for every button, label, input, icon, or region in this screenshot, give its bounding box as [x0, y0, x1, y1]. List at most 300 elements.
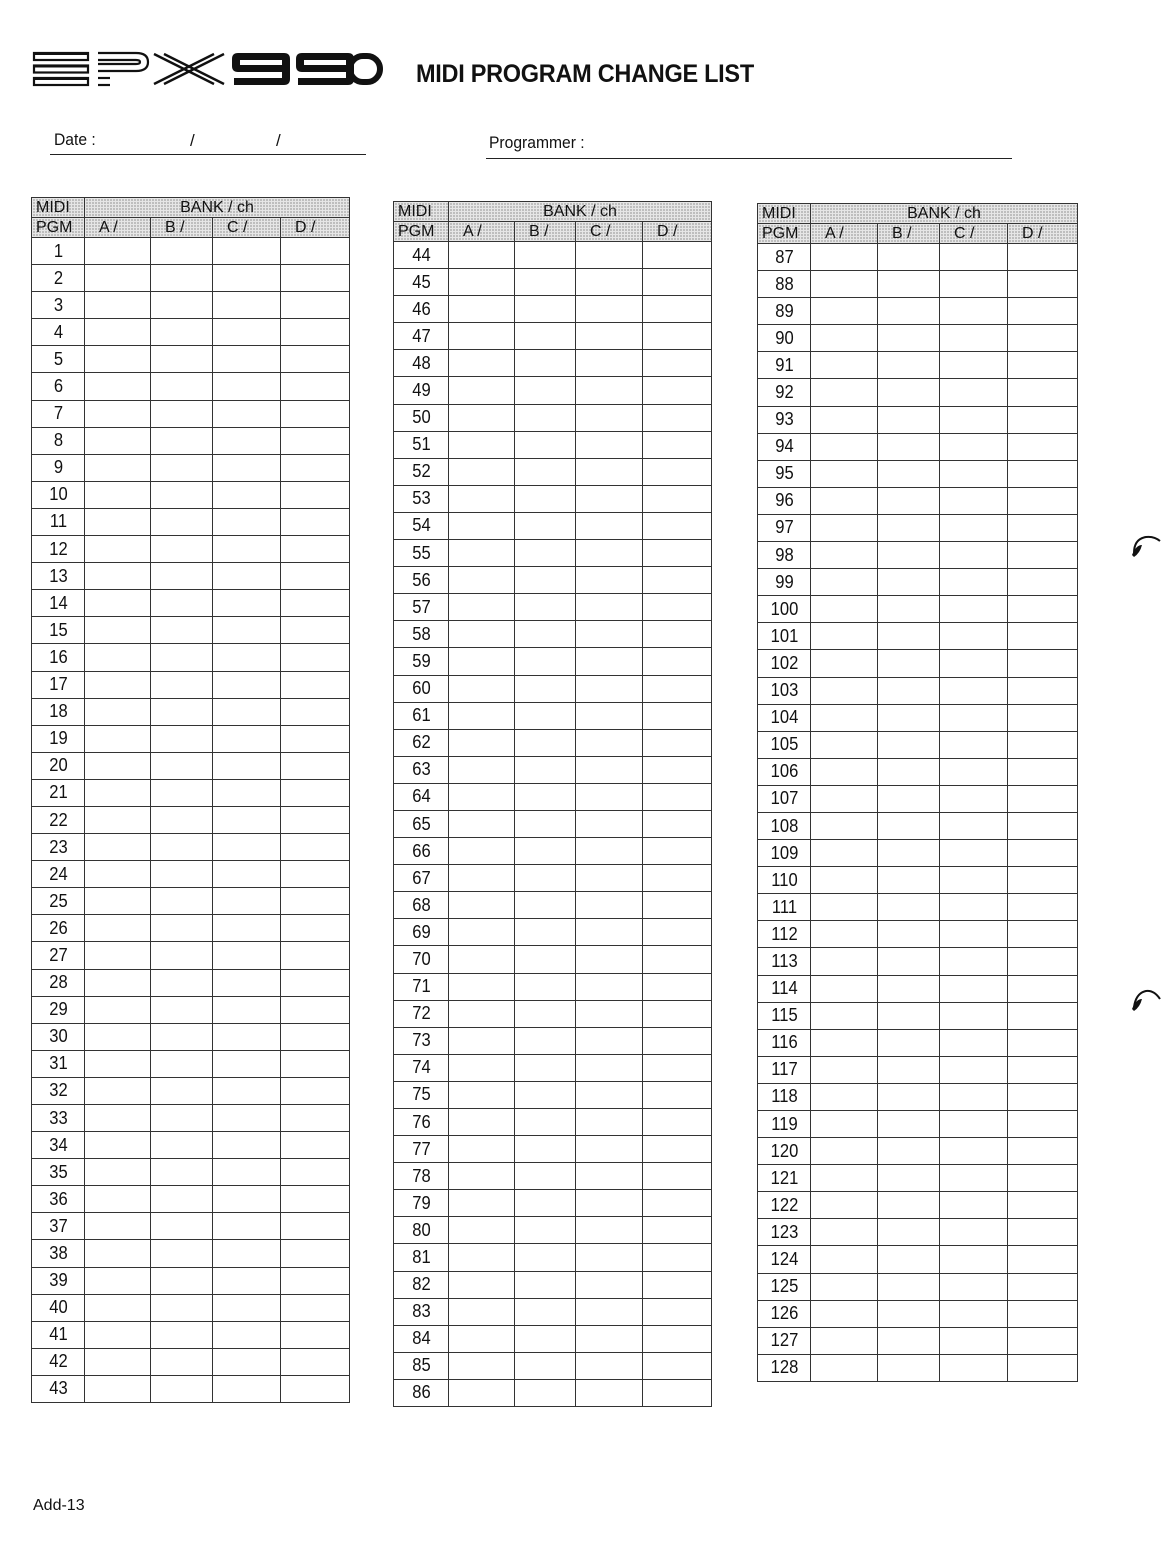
bank-c-cell[interactable]: [940, 677, 1008, 704]
bank-c-cell[interactable]: [576, 485, 643, 512]
bank-c-cell[interactable]: [940, 433, 1008, 460]
bank-c-cell[interactable]: [940, 1219, 1008, 1246]
bank-a-cell[interactable]: [449, 919, 515, 946]
bank-d-cell[interactable]: [281, 1321, 350, 1348]
bank-c-cell[interactable]: [213, 1213, 281, 1240]
bank-d-cell[interactable]: [643, 1352, 712, 1379]
bank-c-cell[interactable]: [940, 840, 1008, 867]
bank-c-cell[interactable]: [213, 265, 281, 292]
bank-a-cell[interactable]: [811, 1300, 878, 1327]
bank-c-cell[interactable]: [576, 1054, 643, 1081]
bank-d-cell[interactable]: [1008, 514, 1078, 541]
bank-c-cell[interactable]: [576, 377, 643, 404]
bank-b-cell[interactable]: [151, 806, 213, 833]
bank-b-cell[interactable]: [151, 590, 213, 617]
bank-d-cell[interactable]: [1008, 352, 1078, 379]
bank-a-cell[interactable]: [85, 346, 151, 373]
bank-d-cell[interactable]: [1008, 840, 1078, 867]
bank-c-cell[interactable]: [576, 892, 643, 919]
bank-a-cell[interactable]: [449, 1352, 515, 1379]
bank-a-cell[interactable]: [449, 1027, 515, 1054]
bank-d-cell[interactable]: [281, 942, 350, 969]
bank-d-cell[interactable]: [643, 404, 712, 431]
bank-d-cell[interactable]: [643, 1027, 712, 1054]
bank-c-cell[interactable]: [576, 1163, 643, 1190]
bank-d-cell[interactable]: [1008, 542, 1078, 569]
bank-d-cell[interactable]: [643, 1217, 712, 1244]
bank-a-cell[interactable]: [449, 1271, 515, 1298]
bank-d-cell[interactable]: [643, 350, 712, 377]
bank-a-cell[interactable]: [85, 1132, 151, 1159]
bank-a-cell[interactable]: [811, 325, 878, 352]
bank-b-cell[interactable]: [515, 621, 576, 648]
bank-b-cell[interactable]: [878, 975, 940, 1002]
bank-b-cell[interactable]: [151, 1023, 213, 1050]
bank-a-cell[interactable]: [85, 1267, 151, 1294]
bank-b-cell[interactable]: [878, 460, 940, 487]
bank-d-cell[interactable]: [281, 590, 350, 617]
bank-d-cell[interactable]: [281, 400, 350, 427]
bank-b-cell[interactable]: [515, 1027, 576, 1054]
bank-b-cell[interactable]: [878, 1138, 940, 1165]
bank-d-cell[interactable]: [643, 1163, 712, 1190]
bank-a-cell[interactable]: [811, 352, 878, 379]
bank-d-cell[interactable]: [643, 1379, 712, 1406]
bank-d-cell[interactable]: [1008, 1327, 1078, 1354]
bank-a-cell[interactable]: [85, 400, 151, 427]
bank-c-cell[interactable]: [940, 921, 1008, 948]
bank-c-cell[interactable]: [213, 590, 281, 617]
bank-c-cell[interactable]: [576, 702, 643, 729]
bank-c-cell[interactable]: [576, 431, 643, 458]
bank-d-cell[interactable]: [643, 540, 712, 567]
bank-c-cell[interactable]: [940, 1192, 1008, 1219]
bank-a-cell[interactable]: [449, 242, 515, 269]
bank-a-cell[interactable]: [85, 1159, 151, 1186]
bank-a-cell[interactable]: [811, 1192, 878, 1219]
bank-a-cell[interactable]: [449, 810, 515, 837]
bank-b-cell[interactable]: [515, 269, 576, 296]
bank-d-cell[interactable]: [281, 481, 350, 508]
bank-a-cell[interactable]: [85, 996, 151, 1023]
bank-d-cell[interactable]: [643, 783, 712, 810]
bank-b-cell[interactable]: [515, 1000, 576, 1027]
bank-b-cell[interactable]: [878, 1002, 940, 1029]
bank-a-cell[interactable]: [449, 296, 515, 323]
bank-b-cell[interactable]: [878, 1029, 940, 1056]
bank-b-cell[interactable]: [151, 888, 213, 915]
bank-a-cell[interactable]: [811, 542, 878, 569]
bank-b-cell[interactable]: [878, 1192, 940, 1219]
bank-c-cell[interactable]: [213, 969, 281, 996]
bank-a-cell[interactable]: [811, 623, 878, 650]
bank-c-cell[interactable]: [576, 810, 643, 837]
bank-d-cell[interactable]: [643, 675, 712, 702]
bank-a-cell[interactable]: [85, 834, 151, 861]
bank-b-cell[interactable]: [151, 1348, 213, 1375]
bank-b-cell[interactable]: [515, 350, 576, 377]
bank-a-cell[interactable]: [449, 648, 515, 675]
bank-c-cell[interactable]: [940, 271, 1008, 298]
bank-b-cell[interactable]: [515, 323, 576, 350]
bank-c-cell[interactable]: [213, 481, 281, 508]
bank-c-cell[interactable]: [213, 346, 281, 373]
bank-d-cell[interactable]: [281, 1159, 350, 1186]
bank-a-cell[interactable]: [85, 644, 151, 671]
bank-a-cell[interactable]: [449, 783, 515, 810]
bank-b-cell[interactable]: [515, 404, 576, 431]
bank-d-cell[interactable]: [1008, 379, 1078, 406]
bank-a-cell[interactable]: [811, 379, 878, 406]
bank-c-cell[interactable]: [940, 596, 1008, 623]
bank-b-cell[interactable]: [515, 919, 576, 946]
bank-a-cell[interactable]: [449, 431, 515, 458]
bank-b-cell[interactable]: [515, 296, 576, 323]
bank-d-cell[interactable]: [281, 508, 350, 535]
bank-c-cell[interactable]: [940, 704, 1008, 731]
bank-a-cell[interactable]: [449, 892, 515, 919]
bank-a-cell[interactable]: [85, 536, 151, 563]
bank-a-cell[interactable]: [85, 1294, 151, 1321]
bank-b-cell[interactable]: [878, 514, 940, 541]
bank-b-cell[interactable]: [878, 623, 940, 650]
bank-a-cell[interactable]: [449, 567, 515, 594]
bank-a-cell[interactable]: [811, 704, 878, 731]
bank-d-cell[interactable]: [281, 563, 350, 590]
bank-c-cell[interactable]: [576, 350, 643, 377]
bank-a-cell[interactable]: [85, 888, 151, 915]
date-field-line[interactable]: [50, 154, 366, 155]
bank-c-cell[interactable]: [940, 514, 1008, 541]
bank-a-cell[interactable]: [85, 265, 151, 292]
bank-d-cell[interactable]: [643, 1244, 712, 1271]
bank-c-cell[interactable]: [940, 298, 1008, 325]
bank-d-cell[interactable]: [1008, 1354, 1078, 1381]
bank-a-cell[interactable]: [811, 514, 878, 541]
bank-c-cell[interactable]: [576, 296, 643, 323]
bank-c-cell[interactable]: [940, 1056, 1008, 1083]
bank-c-cell[interactable]: [576, 567, 643, 594]
bank-a-cell[interactable]: [449, 1136, 515, 1163]
bank-b-cell[interactable]: [878, 785, 940, 812]
bank-d-cell[interactable]: [643, 1054, 712, 1081]
bank-c-cell[interactable]: [213, 238, 281, 265]
bank-d-cell[interactable]: [281, 1375, 350, 1402]
bank-c-cell[interactable]: [576, 1271, 643, 1298]
bank-b-cell[interactable]: [878, 1327, 940, 1354]
bank-a-cell[interactable]: [449, 1325, 515, 1352]
bank-b-cell[interactable]: [878, 433, 940, 460]
bank-b-cell[interactable]: [515, 702, 576, 729]
bank-c-cell[interactable]: [940, 1111, 1008, 1138]
bank-a-cell[interactable]: [85, 238, 151, 265]
bank-d-cell[interactable]: [281, 265, 350, 292]
bank-a-cell[interactable]: [811, 867, 878, 894]
bank-a-cell[interactable]: [811, 1165, 878, 1192]
bank-a-cell[interactable]: [85, 1348, 151, 1375]
bank-d-cell[interactable]: [281, 292, 350, 319]
bank-d-cell[interactable]: [281, 644, 350, 671]
bank-a-cell[interactable]: [85, 752, 151, 779]
bank-d-cell[interactable]: [1008, 758, 1078, 785]
bank-d-cell[interactable]: [281, 969, 350, 996]
bank-c-cell[interactable]: [576, 1217, 643, 1244]
bank-a-cell[interactable]: [811, 812, 878, 839]
bank-c-cell[interactable]: [213, 319, 281, 346]
bank-b-cell[interactable]: [878, 1273, 940, 1300]
bank-c-cell[interactable]: [213, 1077, 281, 1104]
bank-c-cell[interactable]: [213, 698, 281, 725]
bank-b-cell[interactable]: [151, 1186, 213, 1213]
bank-d-cell[interactable]: [281, 779, 350, 806]
bank-c-cell[interactable]: [213, 1267, 281, 1294]
bank-a-cell[interactable]: [85, 861, 151, 888]
bank-d-cell[interactable]: [1008, 677, 1078, 704]
bank-d-cell[interactable]: [643, 296, 712, 323]
bank-a-cell[interactable]: [85, 617, 151, 644]
bank-b-cell[interactable]: [878, 894, 940, 921]
bank-b-cell[interactable]: [151, 1375, 213, 1402]
bank-a-cell[interactable]: [85, 1023, 151, 1050]
bank-a-cell[interactable]: [811, 569, 878, 596]
bank-a-cell[interactable]: [449, 594, 515, 621]
bank-b-cell[interactable]: [878, 1083, 940, 1110]
bank-c-cell[interactable]: [576, 1109, 643, 1136]
bank-b-cell[interactable]: [151, 481, 213, 508]
bank-b-cell[interactable]: [515, 838, 576, 865]
bank-c-cell[interactable]: [940, 812, 1008, 839]
bank-c-cell[interactable]: [940, 650, 1008, 677]
bank-a-cell[interactable]: [449, 1298, 515, 1325]
bank-c-cell[interactable]: [940, 569, 1008, 596]
bank-c-cell[interactable]: [213, 1375, 281, 1402]
bank-c-cell[interactable]: [213, 1132, 281, 1159]
bank-b-cell[interactable]: [151, 1077, 213, 1104]
bank-d-cell[interactable]: [1008, 1300, 1078, 1327]
bank-d-cell[interactable]: [281, 1213, 350, 1240]
bank-d-cell[interactable]: [281, 454, 350, 481]
bank-b-cell[interactable]: [515, 485, 576, 512]
bank-b-cell[interactable]: [515, 458, 576, 485]
bank-d-cell[interactable]: [643, 729, 712, 756]
bank-b-cell[interactable]: [151, 292, 213, 319]
bank-c-cell[interactable]: [940, 758, 1008, 785]
bank-d-cell[interactable]: [1008, 1083, 1078, 1110]
bank-a-cell[interactable]: [449, 458, 515, 485]
bank-c-cell[interactable]: [940, 975, 1008, 1002]
bank-a-cell[interactable]: [449, 946, 515, 973]
bank-b-cell[interactable]: [515, 1352, 576, 1379]
bank-c-cell[interactable]: [940, 487, 1008, 514]
bank-a-cell[interactable]: [85, 1186, 151, 1213]
bank-b-cell[interactable]: [151, 265, 213, 292]
bank-a-cell[interactable]: [449, 621, 515, 648]
bank-b-cell[interactable]: [515, 973, 576, 1000]
bank-b-cell[interactable]: [151, 563, 213, 590]
bank-d-cell[interactable]: [1008, 433, 1078, 460]
bank-b-cell[interactable]: [515, 540, 576, 567]
bank-b-cell[interactable]: [878, 542, 940, 569]
bank-b-cell[interactable]: [151, 942, 213, 969]
bank-d-cell[interactable]: [281, 373, 350, 400]
bank-a-cell[interactable]: [85, 698, 151, 725]
bank-a-cell[interactable]: [811, 894, 878, 921]
bank-c-cell[interactable]: [213, 1294, 281, 1321]
bank-c-cell[interactable]: [213, 1023, 281, 1050]
bank-a-cell[interactable]: [85, 942, 151, 969]
bank-c-cell[interactable]: [940, 1300, 1008, 1327]
bank-c-cell[interactable]: [213, 427, 281, 454]
bank-a-cell[interactable]: [811, 487, 878, 514]
bank-b-cell[interactable]: [878, 352, 940, 379]
bank-a-cell[interactable]: [811, 975, 878, 1002]
bank-a-cell[interactable]: [811, 298, 878, 325]
bank-c-cell[interactable]: [213, 806, 281, 833]
bank-d-cell[interactable]: [1008, 1111, 1078, 1138]
bank-a-cell[interactable]: [449, 485, 515, 512]
bank-d-cell[interactable]: [281, 1023, 350, 1050]
bank-d-cell[interactable]: [643, 1081, 712, 1108]
bank-c-cell[interactable]: [576, 242, 643, 269]
bank-c-cell[interactable]: [576, 269, 643, 296]
bank-b-cell[interactable]: [151, 1050, 213, 1077]
bank-a-cell[interactable]: [811, 433, 878, 460]
bank-d-cell[interactable]: [643, 702, 712, 729]
bank-d-cell[interactable]: [1008, 460, 1078, 487]
bank-c-cell[interactable]: [940, 325, 1008, 352]
bank-b-cell[interactable]: [515, 1109, 576, 1136]
bank-a-cell[interactable]: [811, 1273, 878, 1300]
bank-c-cell[interactable]: [213, 563, 281, 590]
bank-d-cell[interactable]: [281, 834, 350, 861]
bank-b-cell[interactable]: [151, 1105, 213, 1132]
bank-a-cell[interactable]: [85, 1050, 151, 1077]
bank-c-cell[interactable]: [576, 540, 643, 567]
bank-b-cell[interactable]: [878, 1246, 940, 1273]
bank-b-cell[interactable]: [515, 1325, 576, 1352]
bank-a-cell[interactable]: [811, 921, 878, 948]
bank-a-cell[interactable]: [811, 1354, 878, 1381]
bank-b-cell[interactable]: [878, 406, 940, 433]
bank-a-cell[interactable]: [85, 806, 151, 833]
bank-c-cell[interactable]: [576, 1379, 643, 1406]
bank-c-cell[interactable]: [940, 379, 1008, 406]
bank-d-cell[interactable]: [643, 973, 712, 1000]
bank-b-cell[interactable]: [151, 1294, 213, 1321]
bank-b-cell[interactable]: [878, 1056, 940, 1083]
bank-c-cell[interactable]: [576, 1298, 643, 1325]
bank-c-cell[interactable]: [576, 1244, 643, 1271]
bank-d-cell[interactable]: [281, 888, 350, 915]
bank-c-cell[interactable]: [940, 406, 1008, 433]
bank-b-cell[interactable]: [151, 1321, 213, 1348]
bank-d-cell[interactable]: [281, 671, 350, 698]
bank-d-cell[interactable]: [281, 427, 350, 454]
bank-a-cell[interactable]: [811, 650, 878, 677]
bank-a-cell[interactable]: [811, 1029, 878, 1056]
bank-c-cell[interactable]: [940, 1029, 1008, 1056]
bank-c-cell[interactable]: [940, 460, 1008, 487]
bank-b-cell[interactable]: [151, 427, 213, 454]
bank-c-cell[interactable]: [940, 948, 1008, 975]
bank-c-cell[interactable]: [576, 865, 643, 892]
bank-a-cell[interactable]: [85, 671, 151, 698]
bank-d-cell[interactable]: [1008, 1192, 1078, 1219]
bank-b-cell[interactable]: [151, 996, 213, 1023]
bank-b-cell[interactable]: [515, 1163, 576, 1190]
bank-d-cell[interactable]: [1008, 1273, 1078, 1300]
bank-b-cell[interactable]: [878, 650, 940, 677]
bank-d-cell[interactable]: [281, 1348, 350, 1375]
bank-a-cell[interactable]: [449, 1109, 515, 1136]
bank-d-cell[interactable]: [643, 838, 712, 865]
bank-d-cell[interactable]: [281, 1105, 350, 1132]
bank-a-cell[interactable]: [811, 1219, 878, 1246]
bank-d-cell[interactable]: [1008, 894, 1078, 921]
bank-d-cell[interactable]: [1008, 1246, 1078, 1273]
bank-d-cell[interactable]: [1008, 867, 1078, 894]
bank-d-cell[interactable]: [1008, 569, 1078, 596]
bank-b-cell[interactable]: [515, 1136, 576, 1163]
bank-c-cell[interactable]: [576, 1325, 643, 1352]
bank-c-cell[interactable]: [213, 1159, 281, 1186]
bank-b-cell[interactable]: [151, 644, 213, 671]
bank-a-cell[interactable]: [811, 1083, 878, 1110]
bank-b-cell[interactable]: [515, 1054, 576, 1081]
bank-b-cell[interactable]: [151, 969, 213, 996]
bank-d-cell[interactable]: [281, 1132, 350, 1159]
bank-a-cell[interactable]: [449, 323, 515, 350]
bank-a-cell[interactable]: [85, 508, 151, 535]
bank-b-cell[interactable]: [515, 946, 576, 973]
bank-c-cell[interactable]: [576, 919, 643, 946]
bank-d-cell[interactable]: [281, 1050, 350, 1077]
bank-b-cell[interactable]: [515, 783, 576, 810]
bank-d-cell[interactable]: [1008, 325, 1078, 352]
bank-c-cell[interactable]: [213, 1186, 281, 1213]
bank-d-cell[interactable]: [643, 485, 712, 512]
bank-a-cell[interactable]: [811, 1111, 878, 1138]
bank-a-cell[interactable]: [811, 1138, 878, 1165]
bank-a-cell[interactable]: [85, 1375, 151, 1402]
bank-d-cell[interactable]: [643, 1000, 712, 1027]
bank-c-cell[interactable]: [213, 454, 281, 481]
bank-d-cell[interactable]: [1008, 921, 1078, 948]
bank-b-cell[interactable]: [878, 1165, 940, 1192]
bank-a-cell[interactable]: [811, 731, 878, 758]
bank-b-cell[interactable]: [515, 431, 576, 458]
bank-a-cell[interactable]: [85, 454, 151, 481]
bank-a-cell[interactable]: [811, 244, 878, 271]
bank-b-cell[interactable]: [151, 671, 213, 698]
bank-a-cell[interactable]: [85, 1213, 151, 1240]
bank-b-cell[interactable]: [151, 238, 213, 265]
bank-d-cell[interactable]: [643, 865, 712, 892]
bank-c-cell[interactable]: [576, 756, 643, 783]
bank-c-cell[interactable]: [213, 508, 281, 535]
bank-c-cell[interactable]: [576, 594, 643, 621]
bank-b-cell[interactable]: [151, 834, 213, 861]
bank-c-cell[interactable]: [213, 752, 281, 779]
bank-a-cell[interactable]: [811, 406, 878, 433]
bank-c-cell[interactable]: [940, 1246, 1008, 1273]
bank-c-cell[interactable]: [576, 1027, 643, 1054]
bank-b-cell[interactable]: [515, 729, 576, 756]
bank-b-cell[interactable]: [151, 1159, 213, 1186]
bank-a-cell[interactable]: [811, 271, 878, 298]
bank-c-cell[interactable]: [940, 894, 1008, 921]
bank-c-cell[interactable]: [213, 1321, 281, 1348]
